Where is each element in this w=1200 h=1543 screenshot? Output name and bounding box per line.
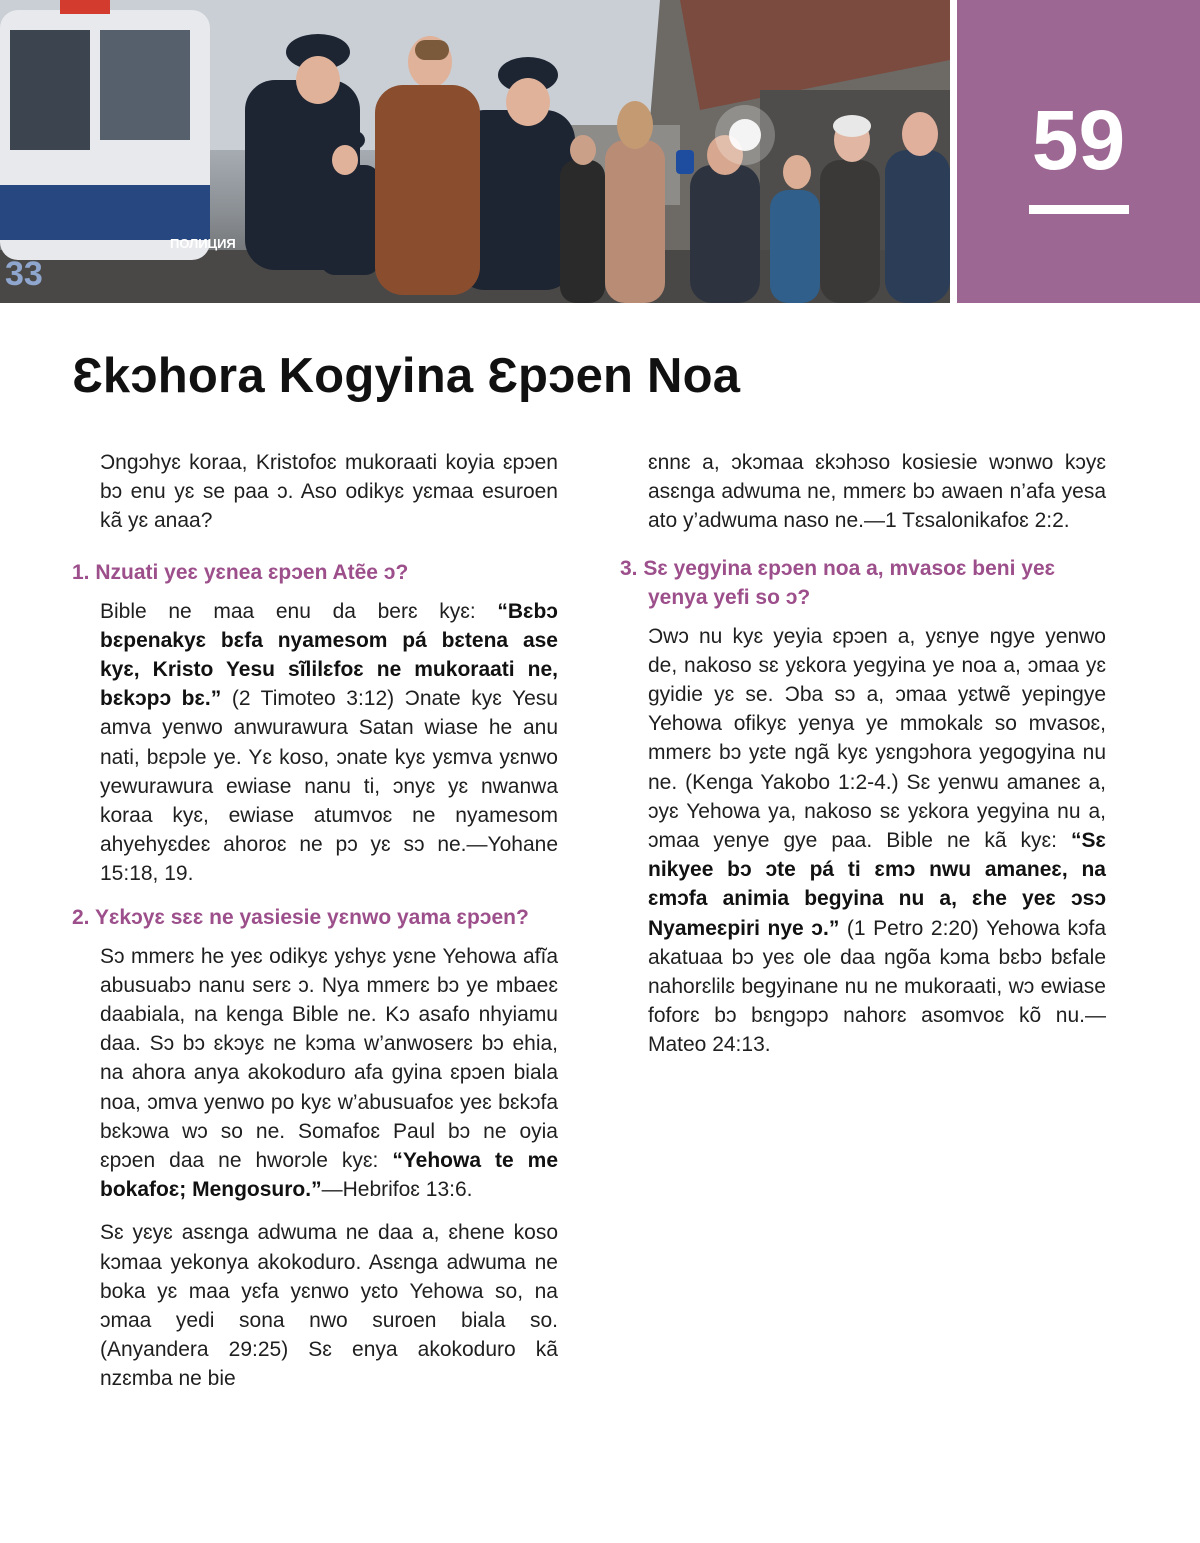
continued-paragraph: ɛnnɛ a, ɔkɔmaa ɛkɔhɔso kosiesie wɔnwo kɔyɛ asɛnga adwuma ne, mmerɛ bɔ awaen n’afa yesa ato y’adwuma naso ne.—1 Tɛsalonikafoɛ 2:2. — [648, 451, 1106, 533]
question-2-paragraph-2: Sɛ yɛyɛ asɛnga adwuma ne daa a, ɛhene koso kɔmaa yekonya akokoduro. Asɛnga adwuma ne boka yɛ maa yɛfa yɛnwo yɛto Yehowa so, na ɔmaa yedi sona nwo suroen biala so. (Anyandera 29:25) Sɛ enya akokoduro kã nzɛmba ne bie — [100, 1221, 558, 1391]
q3-text: Ɔwɔ nu kyɛ yeyia ɛpɔen a, yɛnye ngye yenwo de, nakoso sɛ yɛkora yegyina ye noa a, ɔmaa yɛ gyidie yɛ se. Ɔba sɔ a, ɔmaa yɛtwẽ yepingye Yehowa ofikyɛ yenya ye mmokalɛ so mvasoɛ, mmerɛ bɔ yɛte ngã kyɛ yɛngɔhora yegogyina nu ne. (Kenga Yakobo 1:2-4.) Sɛ yenwu amaneɛ a, ɔyɛ Yehowa ya, nakoso sɛ yɛkora yegyina nu a, ɔmaa yenye gye paa. Bible ne kã kyɛ: — [648, 624, 1106, 853]
van-number: 33 — [5, 255, 43, 293]
question-1-paragraph — [72, 597, 558, 889]
lesson-number-underline — [1029, 205, 1129, 214]
q1-text: Bible ne maa enu da berɛ kyɛ: — [100, 599, 476, 623]
van-sign: ПОЛИЦИЯ — [170, 236, 236, 251]
lesson-number-box — [957, 0, 1200, 303]
question-3-paragraph — [620, 622, 1106, 1060]
q2-text: Sɔ mmerɛ he yeɛ odikyɛ yɛhyɛ yɛne Yehowa afĩa abusuabɔ nanu serɛ ɔ. Nya mmerɛ bɔ ye mbaeɛ daabiala, na kenga Bible ne. Kɔ asafo nhyiamu daa. Sɔ bɔ ɛkɔyɛ ne kɔma w’anwoserɛ bɔ ehia, na ahora anya akokoduro afa gyina ɛpɔen biala noa, ɔmva yenwo po kyɛ w’abusuafoɛ yeɛ bɛkɔfa bɛkɔwa wɔ so ne. Somafoɛ Paul bɔ ne oyia ɛpɔen daa ne hworɔle kyɛ: — [100, 944, 558, 1173]
q1-scripture-quote: “Bɛbɔ bɛpenakyɛ bɛfa nyamesom pá bɛtena ase kyɛ, Kristo Yesu sĩlilɛfoɛ ne mukoraati ne, bɛkɔpɔ bɛ.” — [100, 599, 558, 711]
lesson-number: 59 — [1031, 93, 1126, 187]
q2-reference: —Hebrifoɛ 13:6. — [321, 1178, 473, 1202]
left-column — [72, 448, 558, 1408]
question-2-paragraph-1 — [72, 942, 558, 1205]
q3-scripture-quote: “Sɛ nikyee bɔ ɔte pá ti ɛmɔ nwu amaneɛ, na ɛmɔfa animia begyina nu a, ɛhe yeɛ ɔsɔ Nyameɛpiri nye ɔ.” — [648, 829, 1106, 940]
lesson-title: Ɛkɔhora Kogyina Ɛpɔen Noa — [72, 349, 741, 403]
photo-illustration — [0, 0, 950, 303]
q1-text-after: (2 Timoteo 3:12) Ɔnate kyɛ Yesu amva yenwo anwurawura Satan wiase he anu nati, bɛpɔle ye. Yɛ koso, ɔnate kyɛ yɛmva yɛnwo yewurawura ewiase nanu ti, ɔnyɛ yɛ nwanwa koraa kyɛ, ewiase atumvoɛ ne nyamesom ahyehyɛdeɛ ahoroɛ ne pɔ yɛ sɔ ne.—Yohane 15:18, 19. — [100, 687, 558, 886]
question-1-heading: 1. Nzuati yeɛ yɛnea ɛpɔen Atẽe ɔ? — [72, 560, 409, 584]
question-2-heading: 2. Yɛkɔyɛ sɛɛ ne yasiesie yɛnwo yama ɛpɔen? — [72, 905, 529, 929]
right-column — [620, 448, 1106, 1074]
q3-text-after: (1 Petro 2:20) Yehowa kɔfa akatuaa bɔ yeɛ ole daa ngõa kɔma bɛbɔ bɛfale nahorɛlilɛ begyinane nu ne mukoraati, wɔ ewiase foforɛ bɔ bɛngɔpɔ nahorɛ asomvoɛ kõ nu.—Mateo 24:13. — [648, 916, 1106, 1057]
question-3-heading: 3. Sɛ yegyina ɛpɔen noa a, mvasoɛ beni yeɛ yenya yefi so ɔ? — [620, 556, 1056, 609]
intro-paragraph: Ɔngɔhyɛ koraa, Kristofoɛ mukoraati koyia ɛpɔen bɔ enu yɛ se paa ɔ. Aso odikyɛ yɛmaa esuroen kã yɛ anaa? — [100, 451, 558, 533]
header-photo — [0, 0, 950, 303]
q2-scripture-quote: “Yehowa te me bokafoɛ; Mengosuro.” — [100, 1149, 558, 1202]
